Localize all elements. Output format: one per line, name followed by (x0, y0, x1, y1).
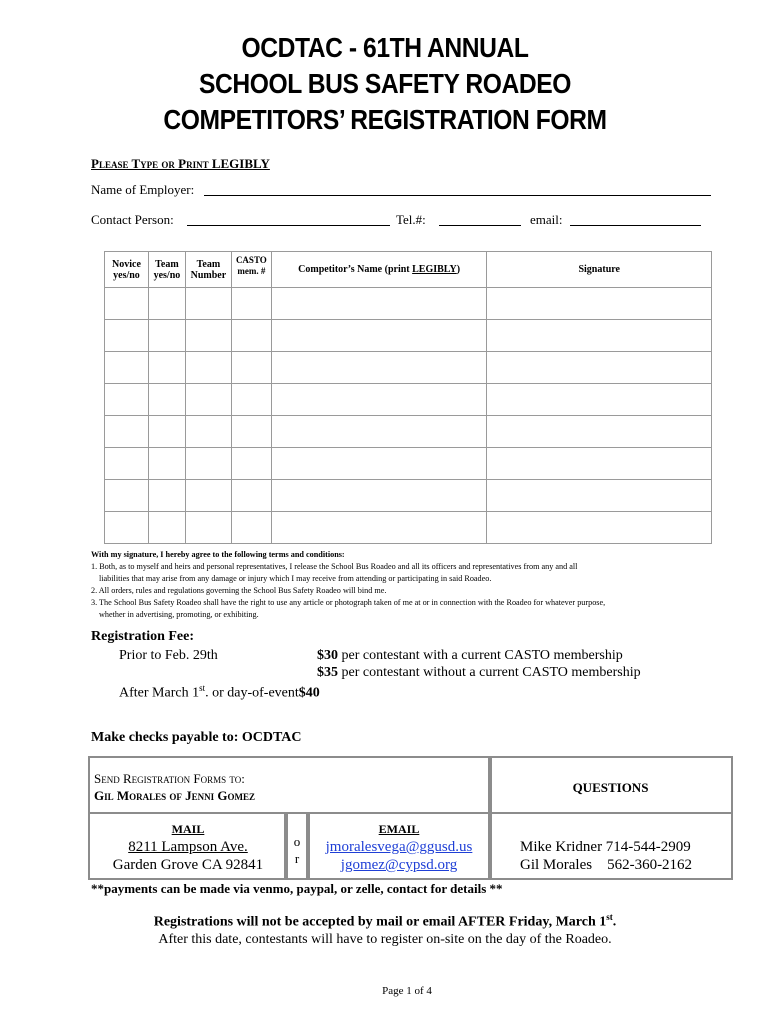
cell[interactable] (487, 512, 712, 544)
cell[interactable] (231, 512, 271, 544)
send-forms-box (88, 756, 492, 814)
cell[interactable] (148, 352, 185, 384)
tel-label: Tel.#: (396, 212, 426, 227)
cell[interactable] (271, 352, 487, 384)
cell[interactable] (271, 512, 487, 544)
cell[interactable] (231, 320, 271, 352)
table-header-row (105, 252, 712, 288)
mail-label: MAIL (171, 822, 205, 836)
fee-line-3: After March 1st. or day-of-event$40 (119, 683, 320, 701)
payments-note: **payments can be made via venmo, paypal, or zelle, contact for details ** (91, 881, 503, 896)
terms-item-3-cont: whether in advertising, promoting, or exhibiting. (99, 610, 259, 619)
mail-address-2: Garden Grove CA 92841 (112, 857, 264, 873)
contact-person-label: Contact Person: (91, 212, 174, 227)
cell[interactable] (148, 384, 185, 416)
deadline-line-2: After this date, contestants will have to register on-site on the day of the Roadeo. (158, 932, 612, 947)
cell[interactable] (185, 288, 231, 320)
cell[interactable] (185, 448, 231, 480)
header-novice: Novice yes/no (105, 252, 149, 288)
table-row[interactable] (105, 320, 712, 352)
cell[interactable] (487, 352, 712, 384)
employer-label: Name of Employer: (91, 182, 195, 197)
cell[interactable] (487, 288, 712, 320)
header-signature: Signature (487, 252, 712, 288)
cell[interactable] (105, 480, 149, 512)
fee-line-2: $35 per contestant without a current CASTO membership (317, 665, 641, 680)
email-heading: EMAIL (378, 822, 420, 836)
table-row[interactable] (105, 384, 712, 416)
cell[interactable] (271, 480, 487, 512)
terms-item-1: 1. Both, as to myself and heirs and personal representatives, I release the School Bus Roadeo and all its officers and representatives from any and all (91, 562, 578, 571)
table-row[interactable] (105, 352, 712, 384)
email-label: email: (530, 212, 563, 227)
cell[interactable] (105, 288, 149, 320)
table-row[interactable] (105, 448, 712, 480)
cell[interactable] (185, 320, 231, 352)
cell[interactable] (105, 448, 149, 480)
questions-heading: QUESTIONS (572, 780, 649, 795)
cell[interactable] (487, 448, 712, 480)
cell[interactable] (231, 480, 271, 512)
cell[interactable] (105, 320, 149, 352)
terms-item-3: 3. The School Bus Safety Roadeo shall have the right to use any article or photograph taken of me at or in connection with the Roadeo for whatever purpose, (91, 598, 606, 607)
contacts-box (488, 812, 733, 880)
cell[interactable] (148, 320, 185, 352)
cell[interactable] (271, 384, 487, 416)
fee-line-1: $30 per contestant with a current CASTO membership (317, 648, 623, 663)
cell[interactable] (231, 416, 271, 448)
cell[interactable] (185, 416, 231, 448)
mail-address-1: 8211 Lampson Ave. (128, 839, 248, 855)
email-box (306, 812, 492, 880)
registration-fee-heading: Registration Fee: (91, 629, 195, 644)
cell[interactable] (148, 480, 185, 512)
cell[interactable] (231, 288, 271, 320)
send-forms-names: Gil Morales of Jenni Gomez (94, 788, 256, 803)
cell[interactable] (148, 288, 185, 320)
cell[interactable] (105, 384, 149, 416)
cell[interactable] (271, 416, 487, 448)
email-field[interactable] (570, 225, 701, 226)
cell[interactable] (231, 352, 271, 384)
prior-label: Prior to Feb. 29th (119, 648, 218, 663)
cell[interactable] (231, 448, 271, 480)
page-number: Page 1 of 4 (382, 985, 432, 997)
employer-field[interactable] (204, 195, 711, 196)
mail-box (88, 812, 288, 880)
terms-and-conditions (91, 549, 731, 621)
cell[interactable] (148, 416, 185, 448)
header-competitor-name: Competitor’s Name (print LEGIBLY) (271, 252, 487, 288)
terms-item-1-cont: liabilities that may arise from any damage or injury which I may receive from attending or participating in said Roadeo. (99, 574, 492, 583)
send-forms-heading: Send Registration Forms to: (94, 771, 245, 786)
cell[interactable] (185, 352, 231, 384)
cell[interactable] (105, 352, 149, 384)
table-row[interactable] (105, 416, 712, 448)
cell[interactable] (271, 320, 487, 352)
title-line-2: SCHOOL BUS SAFETY ROADEO (199, 68, 571, 99)
tel-field[interactable] (439, 225, 521, 226)
cell[interactable] (487, 416, 712, 448)
header-casto: CASTO mem. # (231, 252, 271, 288)
header-team-number: Team Number (185, 252, 231, 288)
table-row[interactable] (105, 512, 712, 544)
questions-box (488, 756, 733, 814)
contact-1: Mike Kridner 714-544-2909 (520, 839, 691, 855)
cell[interactable] (271, 288, 487, 320)
deadline-line-1: Registrations will not be accepted by mail or email AFTER Friday, March 1st. (153, 912, 617, 930)
title-line-1: OCDTAC - 61TH ANNUAL (241, 32, 529, 63)
title-line-3: COMPETITORS’ REGISTRATION FORM (163, 104, 607, 135)
email-link-1[interactable]: jmoralesvega@ggusd.us (325, 839, 473, 855)
table-row[interactable] (105, 288, 712, 320)
cell[interactable] (231, 384, 271, 416)
cell[interactable] (487, 320, 712, 352)
cell[interactable] (148, 448, 185, 480)
cell[interactable] (185, 480, 231, 512)
terms-item-2: 2. All orders, rules and regulations governing the School Bus Safety Roadeo will bind me. (91, 586, 387, 595)
payable-to: Make checks payable to: OCDTAC (91, 730, 302, 745)
header-team: Team yes/no (148, 252, 185, 288)
contact-2: Gil Morales 562-360-2162 (520, 857, 693, 873)
cell[interactable] (105, 512, 149, 544)
cell[interactable] (105, 416, 149, 448)
cell[interactable] (185, 512, 231, 544)
contact-person-field[interactable] (187, 225, 390, 226)
cell[interactable] (271, 448, 487, 480)
competitor-table (104, 251, 712, 544)
print-legibly-instruction: Please Type or Print LEGIBLY (91, 156, 270, 171)
cell[interactable] (185, 384, 231, 416)
cell[interactable] (148, 512, 185, 544)
cell[interactable] (487, 480, 712, 512)
or-text: o r (293, 834, 301, 866)
email-link-2[interactable]: jgomez@cypsd.org (340, 857, 458, 873)
cell[interactable] (487, 384, 712, 416)
table-row[interactable] (105, 480, 712, 512)
terms-heading: With my signature, I hereby agree to the following terms and conditions: (91, 550, 345, 559)
